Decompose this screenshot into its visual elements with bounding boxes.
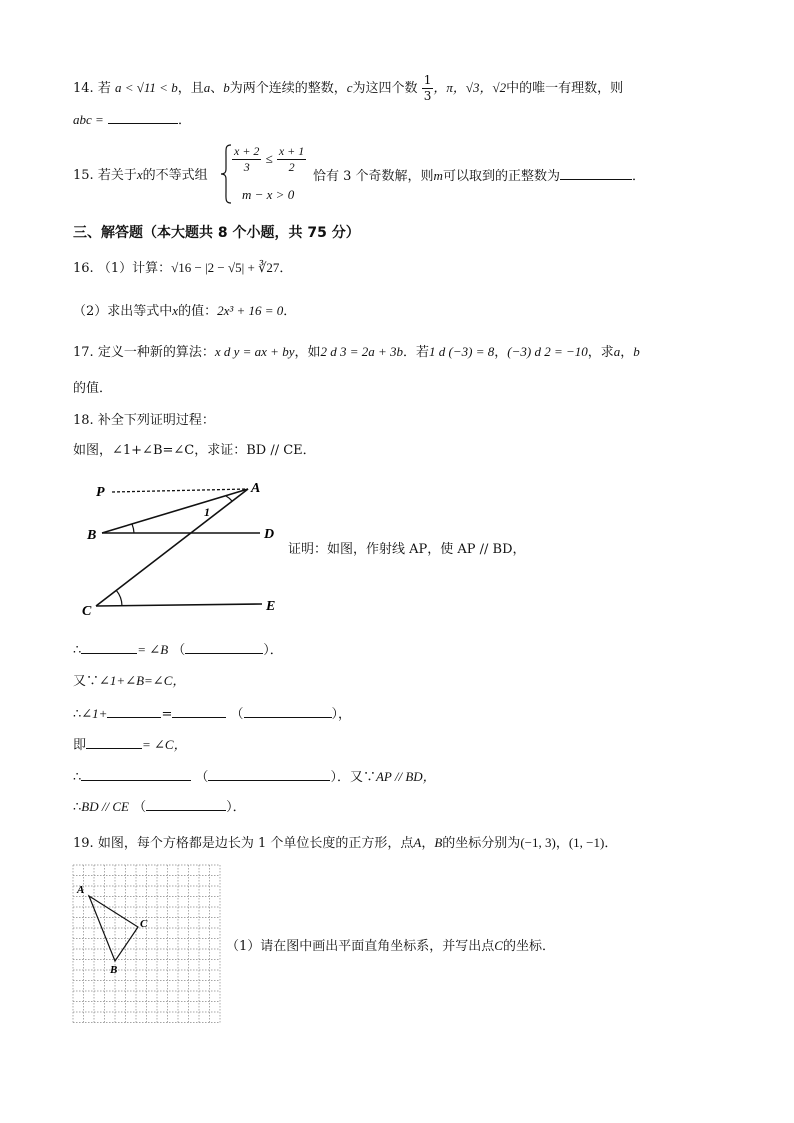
q18-step5: [73, 767, 436, 787]
q18-paren: ）．: [263, 643, 283, 658]
label-b: B: [87, 528, 97, 543]
q18-paren: （: [172, 643, 186, 658]
angle-1-arc: [226, 496, 232, 501]
q18-blank-4[interactable]: [86, 735, 142, 749]
q19-number: 19.: [73, 836, 94, 851]
q18-s2: ∠1+∠B=∠C，: [99, 673, 186, 688]
q18-paren: （: [133, 800, 147, 815]
q14-expr2: abc =: [73, 112, 104, 127]
q16-text: （1）计算：: [97, 261, 172, 276]
label-angle-1: 1: [204, 505, 210, 519]
q17-text: ，如: [294, 345, 321, 360]
q15-d1: 3: [243, 160, 250, 174]
angle-b-arc: [132, 524, 134, 533]
q14-line2: [73, 110, 191, 130]
triangle-abc: [89, 896, 138, 961]
q16-number: 16.: [73, 261, 94, 276]
q14-sep: 、: [210, 81, 224, 96]
q14-end: ．: [177, 113, 191, 128]
q15-ineq2: [242, 186, 294, 205]
q17-line1: [73, 343, 640, 362]
q14-text: 为两个连续的整数，: [229, 81, 347, 96]
q17-text: ，求: [587, 345, 614, 360]
grid-label-b: B: [110, 964, 118, 976]
q18-figure: [76, 472, 286, 620]
q14-answer-blank[interactable]: [108, 110, 178, 124]
q16-part1: [73, 259, 292, 278]
q19-coord-b: (1, −1): [568, 835, 605, 850]
q19-text: 的坐标分别为: [442, 836, 521, 851]
q18-step6: [73, 797, 246, 817]
q18-ie: 即: [73, 738, 87, 753]
q15-ineq1: [232, 144, 306, 175]
q18-proof-intro: 证明：如图，作射线 AP，使 AP // BD，: [288, 542, 526, 557]
q14-text: 若: [97, 81, 111, 96]
q15-n1: x + 2: [234, 144, 260, 158]
because-symbol: ∵: [86, 674, 100, 689]
q14-text: 中的唯一有理数，则: [506, 81, 624, 96]
label-e: E: [266, 599, 276, 614]
q15-var-m: m: [433, 168, 443, 183]
q19-part1: [226, 937, 555, 956]
q17-comma: ，: [620, 345, 634, 360]
q18-paren: （: [195, 770, 209, 785]
q18-blank-5[interactable]: [81, 767, 191, 781]
q14-list: ，π，√3，√2: [433, 80, 507, 95]
q15-line: [73, 166, 208, 185]
q18-step3: [73, 704, 351, 724]
q19-line: [73, 834, 617, 853]
because-symbol: ∵: [362, 770, 376, 785]
q17-var-b: b: [633, 344, 640, 359]
q19-text: 如图，每个方格都是边长为 1 个单位长度的正方形，点: [97, 836, 414, 851]
q17-cond1: 1 d (−3) = 8: [429, 344, 495, 359]
q15-ineq2-text: m − x > 0: [242, 187, 295, 202]
therefore-symbol: ∴: [73, 800, 82, 815]
q18-reason-4[interactable]: [146, 797, 226, 811]
q15-var-x: x: [136, 167, 143, 182]
line-ce: [96, 604, 262, 606]
q14-var-a: a: [203, 80, 211, 95]
q16-text: 的值：: [178, 304, 218, 319]
line-ca: [96, 489, 248, 606]
q16-expr1: √16 − |2 − √5| + ∛27: [171, 260, 280, 275]
therefore-symbol: ∴: [73, 707, 82, 722]
section-3-heading: 三、解答题（本大题共 8 个小题，共 75 分）: [73, 225, 360, 241]
q19-var-b: B: [434, 835, 443, 850]
line-ap: [112, 489, 248, 492]
therefore-symbol: ∴: [73, 643, 82, 658]
q18-number: 18.: [73, 413, 94, 428]
q19-var-c: C: [494, 938, 503, 953]
q14-fraction: [422, 73, 434, 104]
q15-line-tail: [313, 166, 645, 186]
q14-var-c: c: [346, 80, 353, 95]
q14-frac-num: 1: [423, 73, 432, 87]
q14-expr1: a < √11 < b: [114, 80, 178, 95]
q18-reason-2[interactable]: [244, 704, 332, 718]
q15-rel: ≤: [265, 151, 273, 166]
q15-n2: x + 1: [278, 144, 305, 158]
q18-eq: =: [161, 707, 173, 722]
q19-comma: ，: [421, 836, 435, 851]
q15-d2: 2: [288, 160, 295, 174]
q19-grid: [72, 864, 222, 1028]
q18-also: 又: [73, 674, 87, 689]
q15-frac2: [277, 144, 306, 175]
q14-var-b: b: [223, 80, 230, 95]
q16-end: ．: [283, 304, 297, 319]
q18-paren: ）．又: [330, 770, 363, 785]
q19-var-a: A: [413, 835, 422, 850]
q19-text: （1）请在图中画出平面直角坐标系，并写出点: [226, 939, 495, 954]
q18-reason-3[interactable]: [208, 767, 330, 781]
label-p: P: [96, 485, 105, 500]
q16-end: ．: [279, 261, 293, 276]
q18-paren: （: [230, 707, 244, 722]
q17-text: 定义一种新的算法：: [97, 345, 215, 360]
angle-c-arc: [116, 590, 122, 606]
q18-step4: [73, 735, 187, 755]
q18-blank-2[interactable]: [107, 704, 161, 718]
q17-var-a: a: [613, 344, 621, 359]
q18-blank-1[interactable]: [81, 640, 137, 654]
q18-s1-rhs: = ∠B: [137, 642, 169, 657]
q19-sep: ，: [555, 836, 569, 851]
label-c: C: [82, 604, 92, 619]
q14-number: 14.: [73, 81, 94, 96]
q15-frac1: [232, 144, 261, 175]
q15-text: 可以取到的正整数为: [442, 169, 560, 184]
q18-blank-3[interactable]: [172, 704, 226, 718]
q15-answer-blank[interactable]: [560, 166, 632, 180]
q19-coord-a: (−1, 3): [520, 835, 556, 850]
line-ba: [102, 489, 248, 533]
q15-text: 恰有 3 个奇数解，则: [313, 169, 434, 184]
q17-line2: [73, 380, 112, 398]
q14-text: ，且: [177, 81, 204, 96]
q16-var-x: x: [172, 303, 179, 318]
therefore-symbol: ∴: [73, 770, 82, 785]
q18-reason-1[interactable]: [185, 640, 263, 654]
q14-frac-den: 3: [423, 89, 432, 103]
q15-end: ．: [631, 169, 645, 184]
q17-text: 的值．: [73, 381, 113, 396]
q15-brace: [219, 143, 233, 205]
label-d: D: [264, 527, 275, 542]
q18-paren: ），: [331, 707, 352, 722]
q15-number: 15.: [73, 168, 94, 183]
q14-line1: [73, 73, 623, 104]
q16-part2: [73, 302, 296, 321]
q14-text: 为这四个数: [352, 81, 418, 96]
grid-lines: [73, 865, 220, 1023]
q18-title-text: 补全下列证明过程：: [97, 413, 215, 428]
q17-number: 17.: [73, 345, 94, 360]
q17-definition: x d y = ax + by: [214, 344, 295, 359]
q17-example: 2 d 3 = 2a + 3b: [320, 344, 404, 359]
grid-label-c: C: [140, 918, 148, 930]
q15-text: 若关于: [97, 168, 137, 183]
grid-label-a: A: [77, 884, 85, 896]
q19-end: ．: [604, 836, 618, 851]
q18-s4-rhs: = ∠C，: [142, 737, 187, 752]
q18-title: [73, 412, 215, 430]
q18-paren: ）．: [226, 800, 246, 815]
q18-s6: BD // CE: [81, 799, 129, 814]
q17-cond2: (−3) d 2 = −10: [507, 344, 588, 359]
label-a: A: [251, 481, 261, 496]
q18-s3-lhs: ∠1+: [81, 706, 108, 721]
q18-step2: [73, 672, 185, 691]
q18-step1: [73, 640, 283, 660]
q15-text: 的不等式组: [142, 168, 208, 183]
q19-text: 的坐标．: [502, 939, 555, 954]
q17-text: ．若: [403, 345, 430, 360]
q16-expr2: 2x³ + 16 = 0: [217, 303, 284, 318]
q18-given: 如图，∠1+∠B=∠C，求证：BD // CE．: [73, 443, 316, 458]
q16-text: （2）求出等式中: [73, 304, 173, 319]
q18-s5-tail: AP // BD，: [375, 769, 436, 784]
q17-sep: ，: [494, 345, 508, 360]
